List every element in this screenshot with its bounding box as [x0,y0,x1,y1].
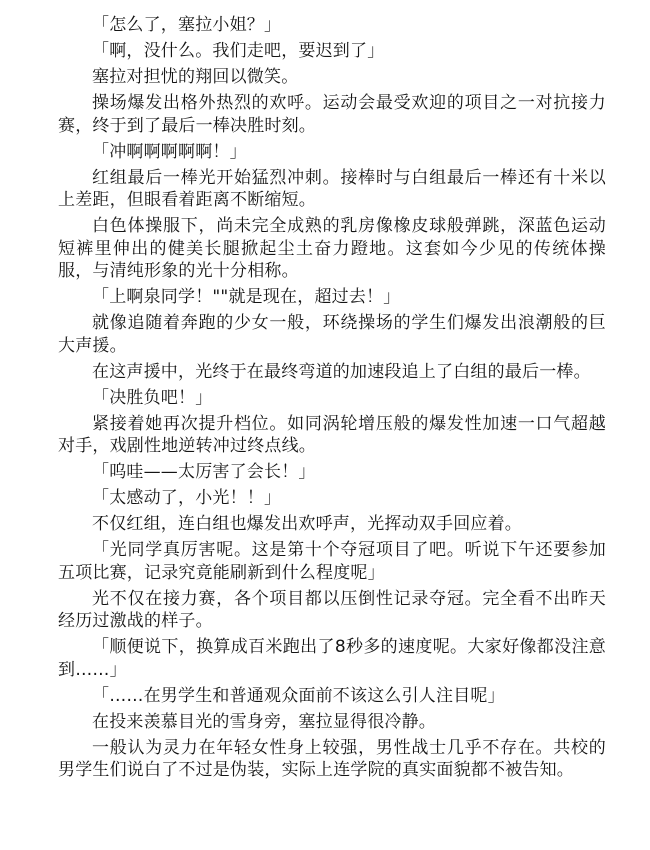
paragraph: 红组最后一棒光开始猛烈冲刺。接棒时与白组最后一棒还有十米以上差距，但眼看着距离不断缩短。 [58,167,606,210]
paragraph: 不仅红组，连白组也爆发出欢呼声，光挥动双手回应着。 [92,514,522,534]
paragraph: 「上啊泉同学！""就是现在，超过去！」 [92,287,401,307]
paragraph: 白色体操服下，尚未完全成熟的乳房像橡皮球般弹跳，深蓝色运动短裤里伸出的健美长腿掀起尘土奋力蹬地。这套如今少见的传统体操服，与清纯形象的光十分相称。 [58,216,606,281]
paragraph: 紧接着她再次提升档位。如同涡轮增压般的爆发性加速一口气超越对手，戏剧性地逆转冲过终点线。 [58,413,606,456]
paragraph: 「……在男学生和普通观众面前不该这么引人注目呢」 [92,685,505,706]
paragraph: 操场爆发出格外热烈的欢呼。运动会最受欢迎的项目之一对抗接力赛，终于到了最后一棒决胜时刻。 [58,93,606,136]
paragraph: 光不仅在接力赛，各个项目都以压倒性记录夺冠。完全看不出昨天经历过激战的样子。 [58,588,606,631]
paragraph: 「决胜负吧！」 [92,387,213,408]
paragraph: 「太感动了，小光！！」 [92,488,282,508]
paragraph: 塞拉对担忧的翔回以微笑。 [92,67,299,87]
paragraph: 「啊，没什么。我们走吧，要迟到了」 [92,41,385,61]
paragraph: 在投来羡慕目光的雪身旁，塞拉显得很冷静。 [92,711,436,732]
paragraph: 一般认为灵力在年轻女性身上较强，男性战士几乎不存在。共校的男学生们说白了不过是伪装，实际上连学院的真实面貌都不被告知。 [58,737,606,780]
paragraph: 「顺便说下，换算成百米跑出了8秒多的速度呢。大家好像都没注意到……」 [58,637,606,680]
paragraph: 「呜哇——太厉害了会长！」 [92,462,316,482]
paragraph: 在这声援中，光终于在最终弯道的加速段追上了白组的最后一棒。 [92,361,591,382]
paragraph: 就像追随着奔跑的少女一般，环绕操场的学生们爆发出浪潮般的巨大声援。 [58,313,606,356]
paragraph: 「冲啊啊啊啊啊！」 [92,141,247,162]
paragraph: 「光同学真厉害呢。这是第十个夺冠项目了吧。听说下午还要参加五项比赛，记录究竟能刷新到什么程度呢」 [58,540,606,583]
paragraph: 「怎么了，塞拉小姐？」 [92,15,282,35]
document-page [58,14,606,785]
